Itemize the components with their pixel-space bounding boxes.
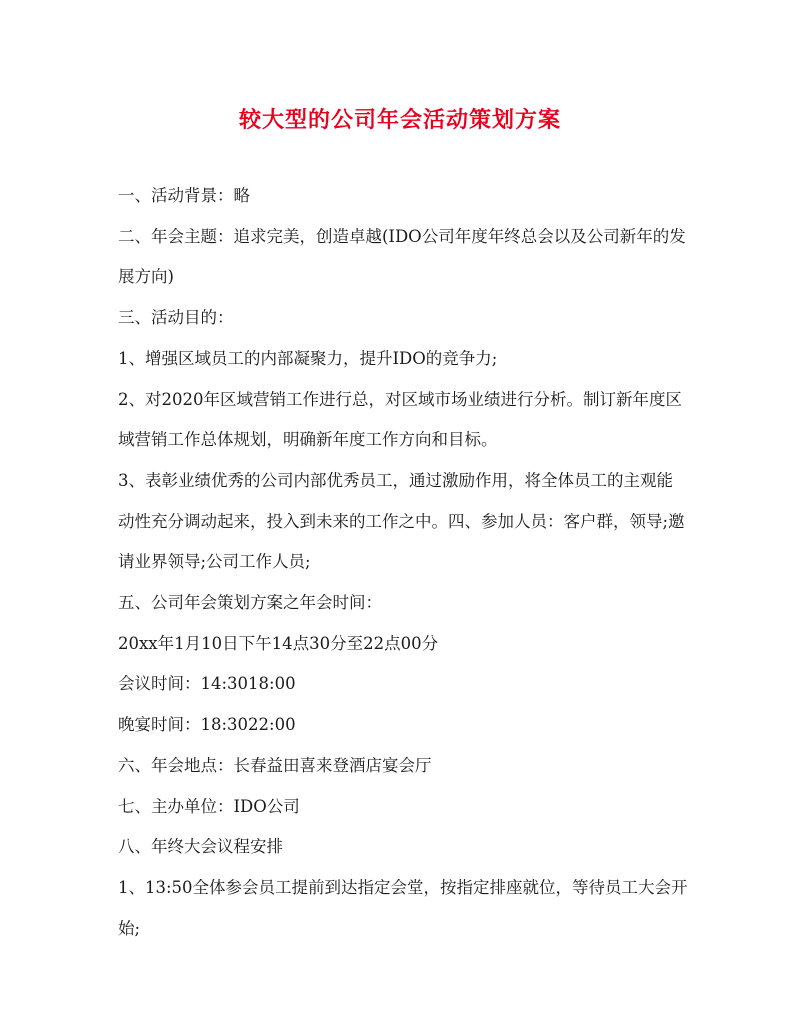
section-organizer: 七、主办单位：IDO公司 bbox=[118, 796, 300, 816]
document-title: 较大型的公司年会活动策划方案 bbox=[238, 107, 561, 133]
section-theme: 二、年会主题：追求完美，创造卓越(IDO公司年度年终总会以及公司新年的发展方向) bbox=[118, 226, 686, 287]
event-datetime: 20xx年1月10日下午14点30分至22点00分 bbox=[118, 633, 439, 653]
agenda-item-1: 1、13:50全体参会员工提前到达指定会堂，按指定排座就位，等待员工大会开始; bbox=[118, 877, 688, 938]
section-purpose-heading: 三、活动目的： bbox=[118, 308, 234, 328]
dinner-time: 晚宴时间：18:3022:00 bbox=[118, 715, 296, 735]
purpose-item-3: 3、表彰业绩优秀的公司内部优秀员工，通过激励作用，将全体员工的主观能动性充分调动起来，投入到未来的工作之中。四、参加人员：客户群，领导;邀请业界领导;公司工作人员; bbox=[118, 470, 685, 572]
section-background: 一、活动背景：略 bbox=[118, 186, 250, 205]
document-body bbox=[118, 176, 688, 949]
purpose-item-1: 1、增强区域员工的内部凝聚力，提升IDO的竞争力; bbox=[118, 348, 498, 368]
section-time-heading: 五、公司年会策划方案之年会时间： bbox=[118, 593, 382, 613]
section-agenda-heading: 八、年终大会议程安排 bbox=[118, 837, 283, 857]
purpose-item-2: 2、对2020年区域营销工作进行总，对区域市场业绩进行分析。制订新年度区域营销工作总体规划，明确新年度工作方向和目标。 bbox=[118, 389, 682, 450]
section-venue: 六、年会地点：长春益田喜来登酒店宴会厅 bbox=[118, 755, 432, 775]
meeting-time: 会议时间：14:3018:00 bbox=[118, 674, 296, 694]
